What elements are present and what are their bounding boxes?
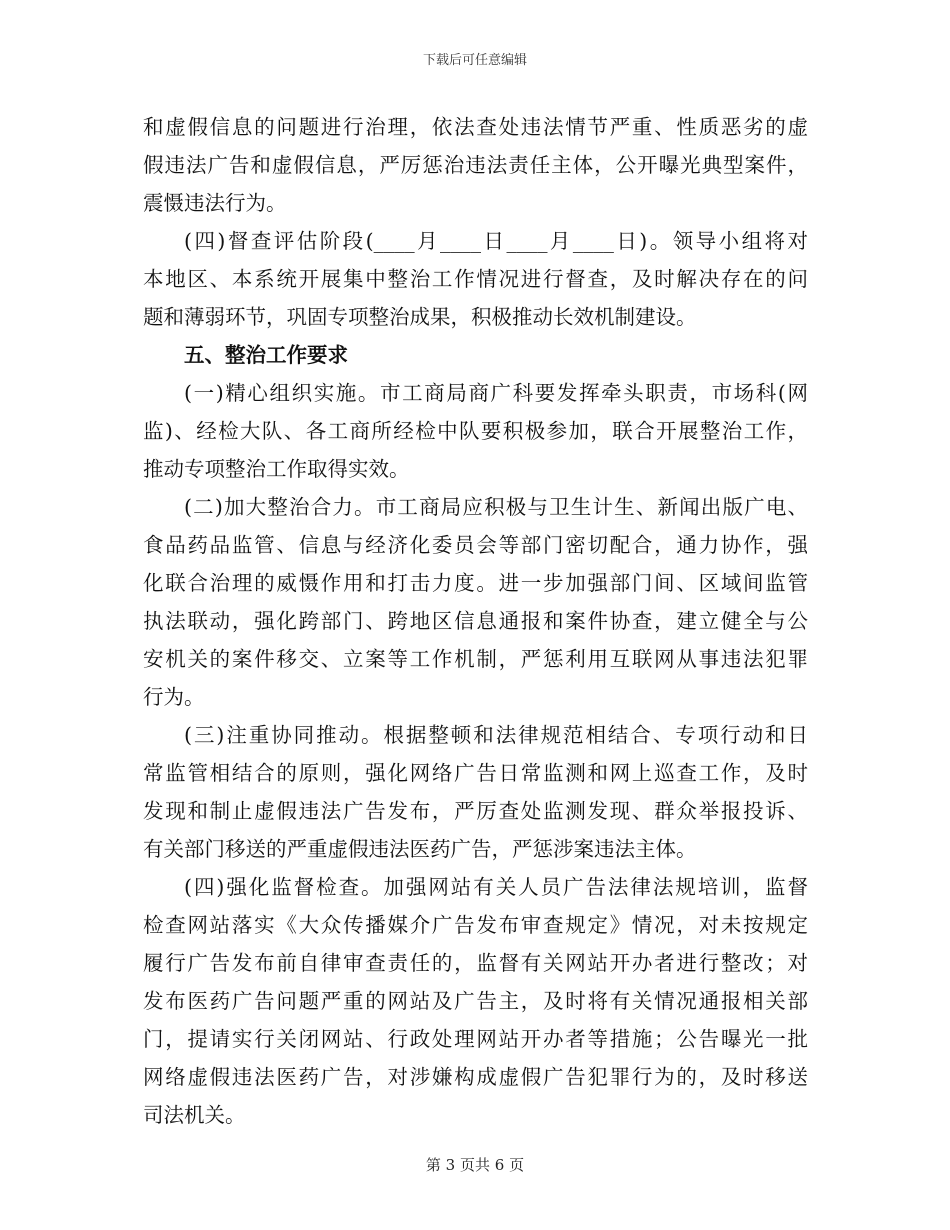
body-line: 食品药品监管、信息与经济化委员会等部门密切配合，通力协作，强: [143, 533, 808, 557]
body-line: 常监管相结合的原则，强化网络广告日常监测和网上巡查工作，及时: [143, 761, 808, 785]
paragraph-line: (一)精心组织实施。市工商局商广科要发挥牵头职责，市场科(网: [184, 381, 808, 405]
body-line: 安机关的案件移交、立案等工作机制，严惩利用互联网从事违法犯罪: [143, 647, 808, 671]
body-line: 假违法广告和虚假信息，严厉惩治违法责任主体，公开曝光典型案件，: [143, 153, 808, 177]
body-line: 发现和制止虚假违法广告发布，严厉查处监测发现、群众举报投诉、: [143, 799, 808, 823]
paragraph-line: (二)加大整治合力。市工商局应积极与卫生计生、新闻出版广电、: [184, 495, 808, 519]
body-line: 震慑违法行为。: [143, 191, 287, 215]
body-line: 本地区、本系统开展集中整治工作情况进行督查，及时解决存在的问: [143, 267, 808, 291]
page-header: 下载后可任意编辑: [422, 53, 527, 68]
body-line: 有关部门移送的严重虚假违法医药广告，严惩涉案违法主体。: [143, 837, 697, 861]
body-line: 题和薄弱环节，巩固专项整治成果，积极推动长效机制建设。: [143, 305, 697, 329]
paragraph-line: (四)强化监督检查。加强网站有关人员广告法律法规培训，监督: [184, 875, 808, 899]
body-line: 监)、经检大队、各工商所经检中队要积极参加，联合开展整治工作，: [143, 419, 808, 443]
body-line: 司法机关。: [143, 1103, 246, 1127]
paragraph-line: (四)督查评估阶段(____月____日____月____日)。领导小组将对: [184, 229, 808, 253]
body-line: 执法联动，强化跨部门、跨地区信息通报和案件协查，建立健全与公: [143, 609, 808, 633]
document-body: [143, 108, 808, 1134]
body-line: 推动专项整治工作取得实效。: [143, 457, 410, 481]
paragraph-line: (三)注重协同推动。根据整顿和法律规范相结合、专项行动和日: [184, 723, 808, 747]
body-line: 和虚假信息的问题进行治理，依法查处违法情节严重、性质恶劣的虚: [143, 115, 808, 139]
body-line: 发布医药广告问题严重的网站及广告主，及时将有关情况通报相关部: [143, 989, 808, 1013]
body-line: 行为。: [143, 685, 205, 709]
body-line: 化联合治理的威慑作用和打击力度。进一步加强部门间、区域间监管: [143, 571, 808, 595]
body-line: 网络虚假违法医药广告，对涉嫌构成虚假广告犯罪行为的，及时移送: [143, 1065, 808, 1089]
body-line: 门，提请实行关闭网站、行政处理网站开办者等措施；公告曝光一批: [143, 1027, 808, 1051]
page-number: 第 3 页共 6 页: [425, 1156, 525, 1174]
body-line: 检查网站落实《大众传播媒介广告发布审查规定》情况，对未按规定: [143, 913, 808, 937]
body-line: 履行广告发布前自律审查责任的，监督有关网站开办者进行整改；对: [143, 951, 808, 975]
section-heading: 五、整治工作要求: [184, 343, 348, 367]
